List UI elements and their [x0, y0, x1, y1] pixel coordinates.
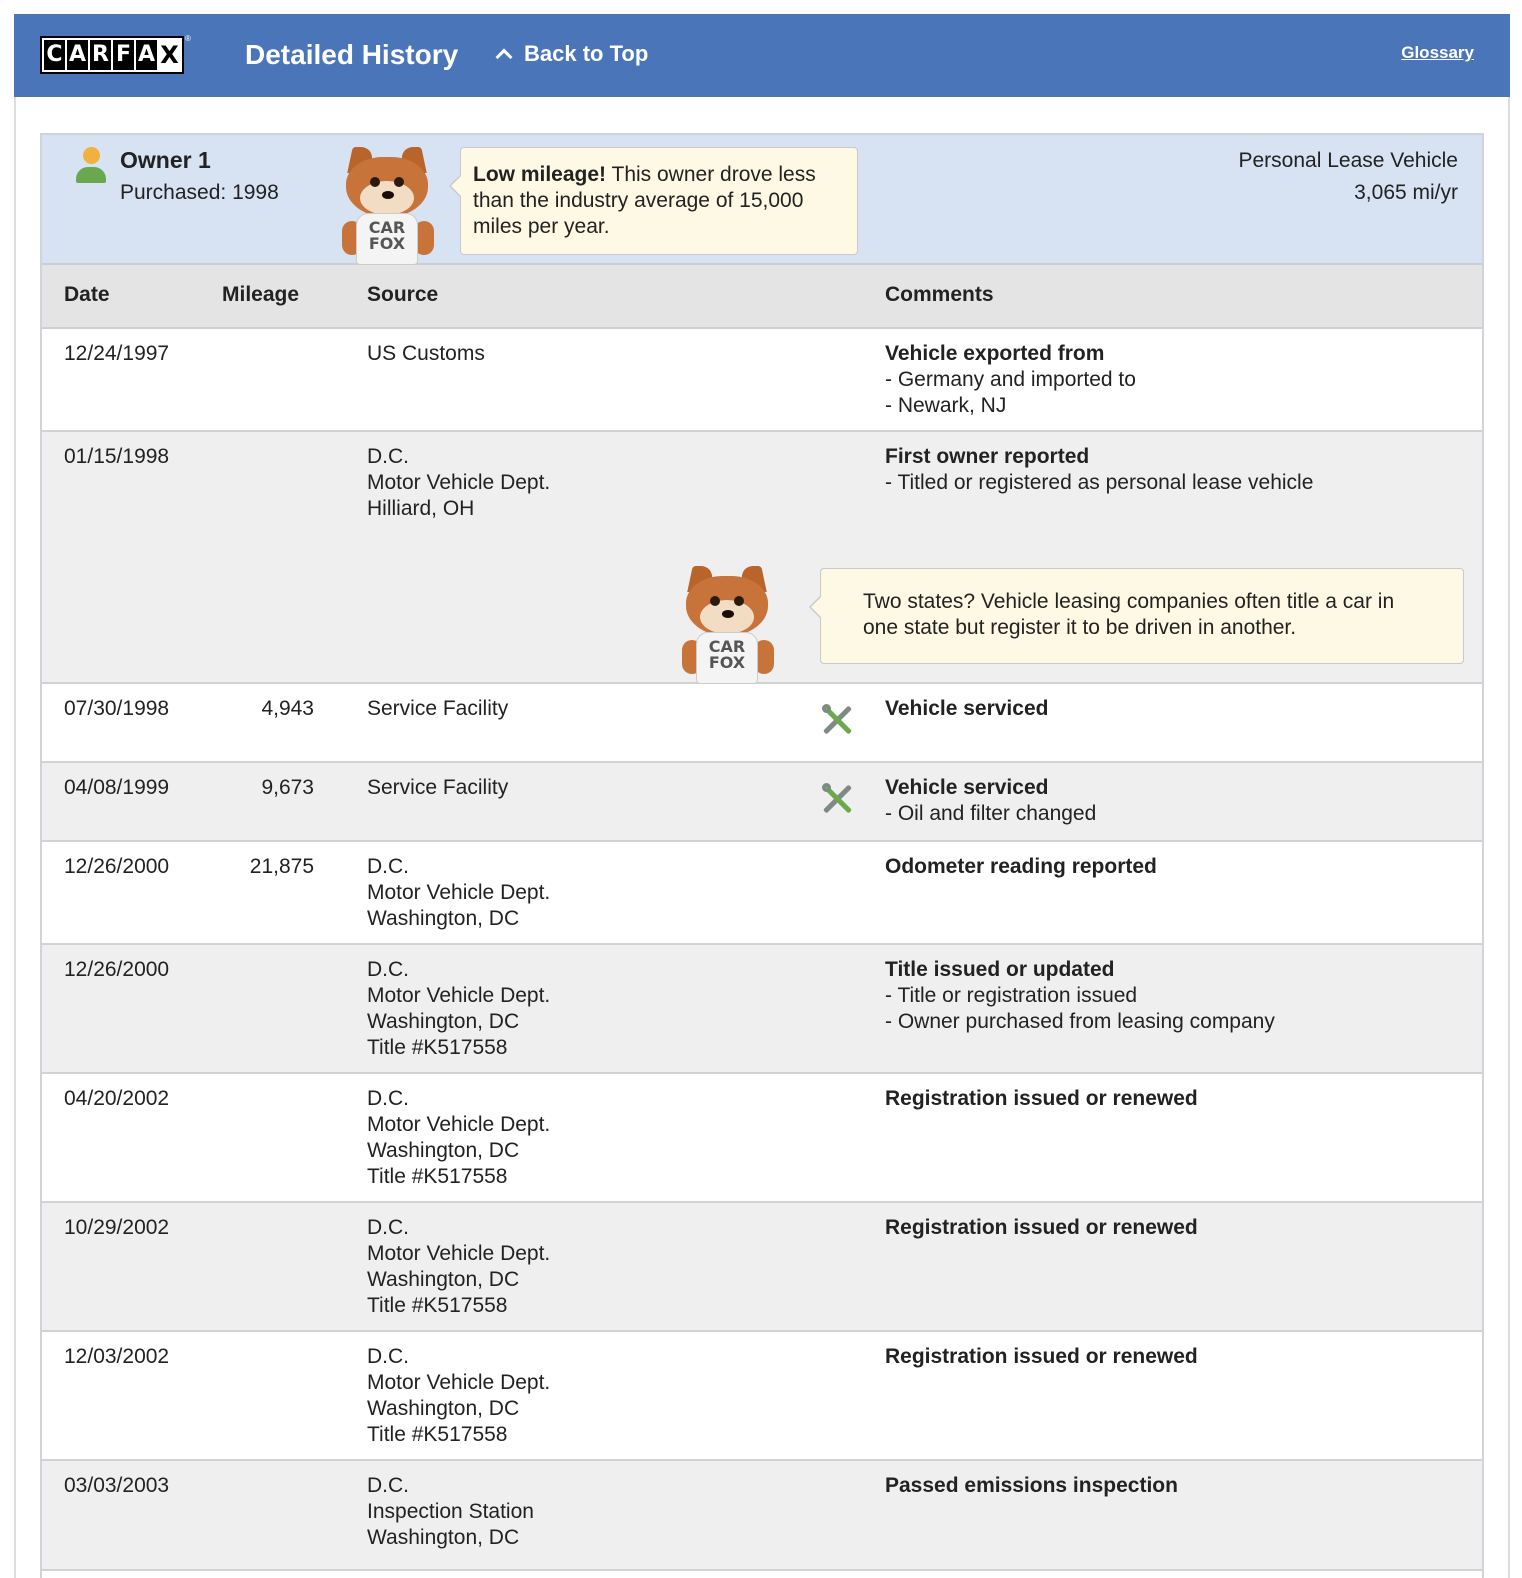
carfox-mascot-icon	[338, 147, 438, 265]
row-mileage: 9,673	[261, 776, 314, 799]
source-line: Motor Vehicle Dept.	[367, 1371, 551, 1394]
source-line: Washington, DC	[367, 1139, 520, 1162]
comment-line: - Owner purchased from leasing company	[885, 1010, 1275, 1033]
comment-title: Registration issued or renewed	[885, 1345, 1198, 1368]
source-line: Motor Vehicle Dept.	[367, 471, 551, 494]
col-source-header: Source	[367, 283, 439, 306]
source-line: Washington, DC	[367, 1397, 520, 1420]
fox-shirt-text: CAR FOX	[368, 218, 406, 253]
row-date: 12/03/2002	[64, 1345, 170, 1368]
comment-title: First owner reported	[885, 445, 1090, 468]
carfax-logo-letters	[40, 36, 184, 74]
row-comments	[885, 957, 1275, 1035]
logo-letter: R	[90, 40, 111, 70]
comment-line: - Newark, NJ	[885, 394, 1007, 417]
source-line: D.C.	[367, 1087, 409, 1110]
source-line: D.C.	[367, 1474, 409, 1497]
comment-title: Registration issued or renewed	[885, 1087, 1198, 1110]
table-row	[42, 432, 1482, 684]
comment-line: - Oil and filter changed	[885, 802, 1097, 825]
row-comments	[885, 444, 1313, 496]
glossary-link[interactable]: Glossary	[1401, 43, 1474, 62]
carfax-logo[interactable]	[40, 36, 191, 74]
wrench-icon	[820, 781, 854, 817]
row-source	[367, 1344, 550, 1448]
back-to-top-label: Back to Top	[524, 41, 649, 66]
table-row	[42, 763, 1482, 842]
source-line: D.C.	[367, 1345, 409, 1368]
report-header	[14, 14, 1510, 97]
row-source	[367, 1086, 550, 1190]
source-line: Inspection Station	[367, 1500, 534, 1523]
col-date-header: Date	[64, 283, 110, 306]
row-date: 07/30/1998	[64, 697, 170, 720]
table-row	[42, 1074, 1482, 1203]
comment-line: - Titled or registered as personal lease vehicle	[885, 471, 1314, 494]
comment-line: - Title or registration issued	[885, 984, 1138, 1007]
table-row	[42, 1203, 1482, 1332]
two-states-tip: Two states? Vehicle leasing companies often title a car in one state but register it to be driven in another.	[820, 568, 1464, 664]
low-mileage-tip-bold: Low mileage!	[473, 163, 607, 186]
logo-letter: A	[67, 40, 88, 70]
row-date: 04/20/2002	[64, 1087, 170, 1110]
row-date: 03/03/2003	[64, 1474, 170, 1497]
table-row	[42, 1461, 1482, 1571]
logo-letter: A	[136, 40, 157, 70]
row-comments	[885, 854, 1157, 880]
comment-title: Registration issued or renewed	[885, 1216, 1198, 1239]
owner-name: Owner 1	[120, 147, 211, 173]
table-row	[42, 684, 1482, 763]
source-line: Service Facility	[367, 697, 509, 720]
row-mileage: 4,943	[261, 697, 314, 720]
source-line: D.C.	[367, 1216, 409, 1239]
source-line: Title #K517558	[367, 1036, 508, 1059]
row-comments	[885, 1215, 1198, 1241]
source-line: Title #K517558	[367, 1165, 508, 1188]
source-line: Motor Vehicle Dept.	[367, 984, 551, 1007]
row-comments	[885, 696, 1048, 722]
row-comments	[885, 775, 1096, 827]
row-date: 12/24/1997	[64, 342, 170, 365]
row-source	[367, 696, 508, 722]
row-source	[367, 444, 550, 522]
comment-title: Odometer reading reported	[885, 855, 1157, 878]
source-line: Washington, DC	[367, 1268, 520, 1291]
row-date: 12/26/2000	[64, 855, 170, 878]
comment-title: Vehicle serviced	[885, 697, 1049, 720]
row-date: 01/15/1998	[64, 445, 170, 468]
source-line: Washington, DC	[367, 907, 520, 930]
history-table-header	[42, 265, 1482, 329]
owner-summary-bar	[42, 135, 1482, 265]
source-line: Service Facility	[367, 776, 509, 799]
source-line: D.C.	[367, 958, 409, 981]
history-table-body	[42, 329, 1482, 1571]
owner-purchased: Purchased: 1998	[120, 181, 279, 204]
logo-letter: F	[113, 40, 134, 70]
table-row	[42, 945, 1482, 1074]
row-mileage: 21,875	[249, 855, 314, 878]
row-source	[367, 957, 550, 1061]
source-line: D.C.	[367, 855, 409, 878]
owner-mileage-rate: 3,065 mi/yr	[1354, 181, 1458, 204]
source-line: Title #K517558	[367, 1423, 508, 1446]
source-line: Washington, DC	[367, 1526, 520, 1549]
comment-title: Vehicle serviced	[885, 776, 1049, 799]
source-line: Motor Vehicle Dept.	[367, 1113, 551, 1136]
table-row	[42, 329, 1482, 432]
row-source	[367, 1215, 550, 1319]
source-line: D.C.	[367, 445, 409, 468]
comment-title: Vehicle exported from	[885, 342, 1105, 365]
registered-mark: ®	[185, 34, 191, 43]
col-comments-header: Comments	[885, 283, 994, 306]
row-date: 04/08/1999	[64, 776, 170, 799]
low-mileage-tip	[460, 147, 858, 255]
comment-title: Title issued or updated	[885, 958, 1115, 981]
table-row	[42, 1332, 1482, 1461]
low-mileage-tip-text: This owner drove less than the industry average of 15,000 miles per year.	[473, 163, 816, 238]
row-source	[367, 854, 550, 932]
carfox-mascot-icon: CAR FOX	[678, 566, 778, 684]
source-line: Washington, DC	[367, 1010, 520, 1033]
chevron-up-icon	[496, 49, 513, 66]
comment-line: - Germany and imported to	[885, 368, 1136, 391]
source-line: Title #K517558	[367, 1294, 508, 1317]
wrench-icon	[820, 702, 854, 738]
row-source	[367, 341, 485, 367]
logo-letter: C	[44, 40, 65, 70]
source-line: Motor Vehicle Dept.	[367, 1242, 551, 1265]
source-line: Motor Vehicle Dept.	[367, 881, 551, 904]
row-comments	[885, 1344, 1198, 1370]
comment-title: Passed emissions inspection	[885, 1474, 1178, 1497]
row-comments	[885, 1086, 1198, 1112]
row-date: 10/29/2002	[64, 1216, 170, 1239]
owner-person-icon	[76, 147, 106, 185]
owner-history-card	[40, 133, 1484, 1578]
col-mileage-header: Mileage	[222, 283, 300, 306]
table-row	[42, 842, 1482, 945]
owner-vehicle-type: Personal Lease Vehicle	[1238, 149, 1458, 172]
source-line: US Customs	[367, 342, 485, 365]
row-source	[367, 1473, 534, 1551]
page-title: Detailed History	[245, 39, 459, 70]
row-source	[367, 775, 508, 801]
row-comments	[885, 1473, 1178, 1499]
row-comments	[885, 341, 1136, 419]
logo-letter: X	[160, 41, 179, 69]
back-to-top-link[interactable]	[498, 38, 648, 70]
source-line: Hilliard, OH	[367, 497, 475, 520]
row-date: 12/26/2000	[64, 958, 170, 981]
